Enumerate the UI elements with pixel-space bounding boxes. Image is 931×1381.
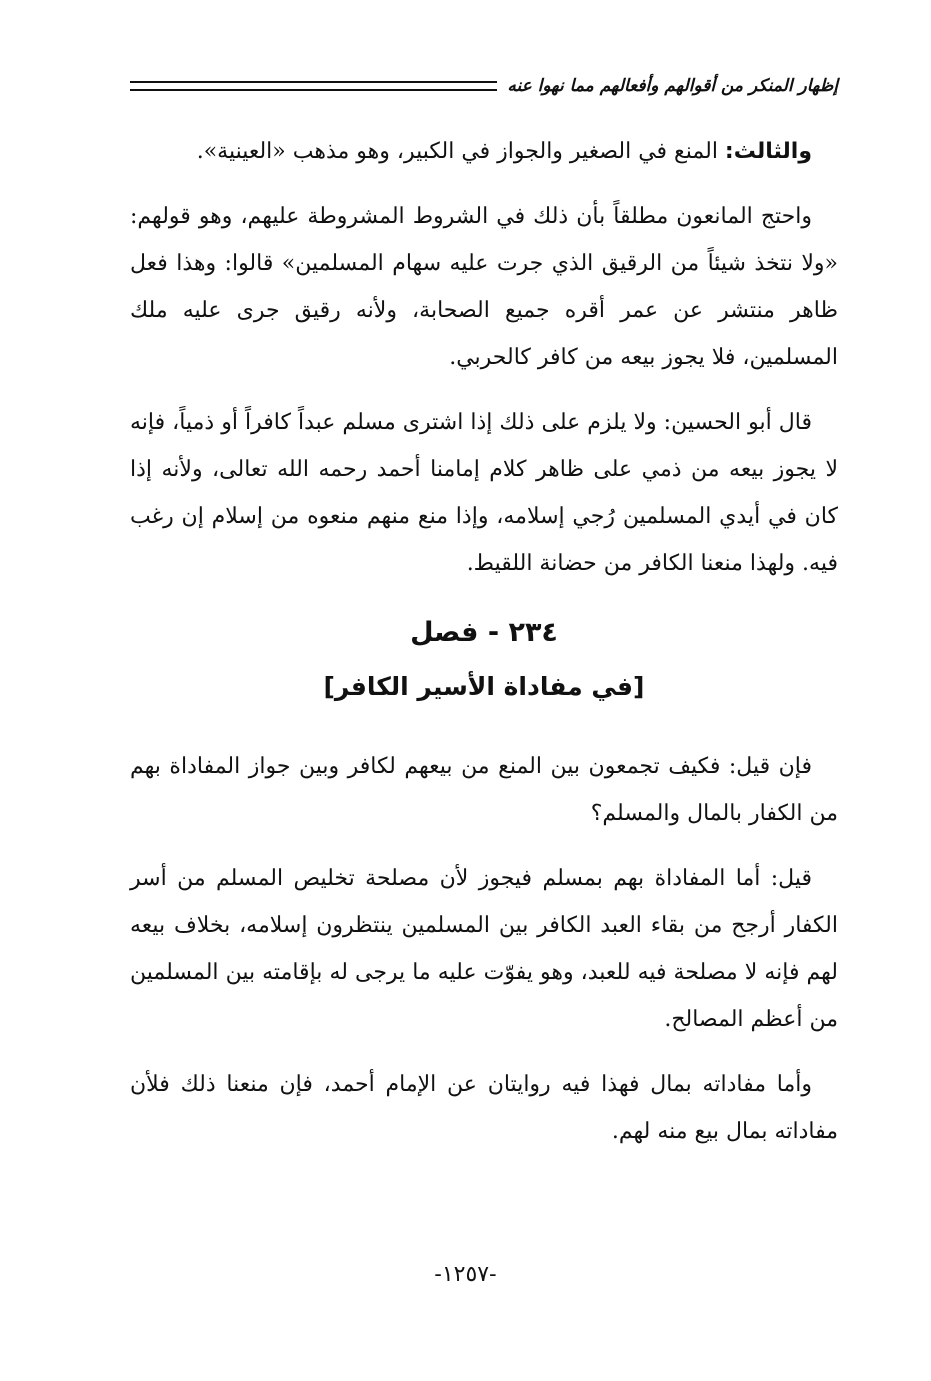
paragraph-1 [130,128,838,175]
page-body [130,128,838,1173]
paragraph-text: وأما مفاداته بمال فهذا فيه روايتان عن الإمام أحمد، فإن منعنا ذلك فلأن مفاداته بمال بيع منه لهم. [130,1072,838,1144]
paragraph-5 [130,855,838,1043]
paragraph-6 [130,1061,838,1155]
section-heading: ٢٣٤ - فصل [410,617,558,648]
paragraph-lead: والثالث: [724,139,812,164]
paragraph-text: فإن قيل: فكيف تجمعون بين المنع من بيعهم لكافر وبين جواز المفاداة بهم من الكفار بالمال والمسلم؟ [130,754,838,826]
paragraph-text: قال أبو الحسين: ولا يلزم على ذلك إذا اشترى مسلم عبداً كافراً أو ذمياً، فإنه لا يجوز بيعه من ذمي على ظاهر كلام إمامنا أحمد رحمه الله تعالى، ولأنه إذا كان في أيدي المسلمين رُجي إسلامه، وإذا منع منهم منعوه من إسلام إن رغب فيه. ولهذا منعنا الكافر من حضانة اللقيط. [130,410,838,576]
running-header-title: إظهار المنكر من أقوالهم وأفعالهم مما نهوا عنه [507,76,838,96]
paragraph-text: قيل: أما المفاداة بهم بمسلم فيجوز لأن مصلحة تخليص المسلم من أسر الكفار أرجح من بقاء العبد الكافر بين المسلمين ينتظرون إسلامه، بخلاف بيعه لهم فإنه لا مصلحة فيه للعبد، وهو يفوّت عليه ما يرجى له بإقامته بين المسلمين من أعظم المصالح. [130,866,838,1032]
page-number: -١٢٥٧- [434,1262,497,1287]
header-double-rule [130,81,497,91]
paragraph-text: المنع في الصغير والجواز في الكبير، وهو مذهب «العينية». [196,139,725,164]
paragraph-3 [130,399,838,587]
section-subheading: [في مفاداة الأسير الكافر] [323,672,645,701]
paragraph-4 [130,743,838,837]
paragraph-text: واحتج المانعون مطلقاً بأن ذلك في الشروط المشروطة عليهم، وهو قولهم: «ولا نتخذ شيئاً من الرقيق الذي جرت عليه سهام المسلمين» قالوا: وهذا فعل ظاهر منتشر عن عمر أقره جميع الصحابة، ولأنه رقيق جرى عليه ملك المسلمين، فلا يجوز بيعه من كافر كالحربي. [130,204,838,370]
paragraph-2 [130,193,838,381]
running-header [130,66,838,106]
